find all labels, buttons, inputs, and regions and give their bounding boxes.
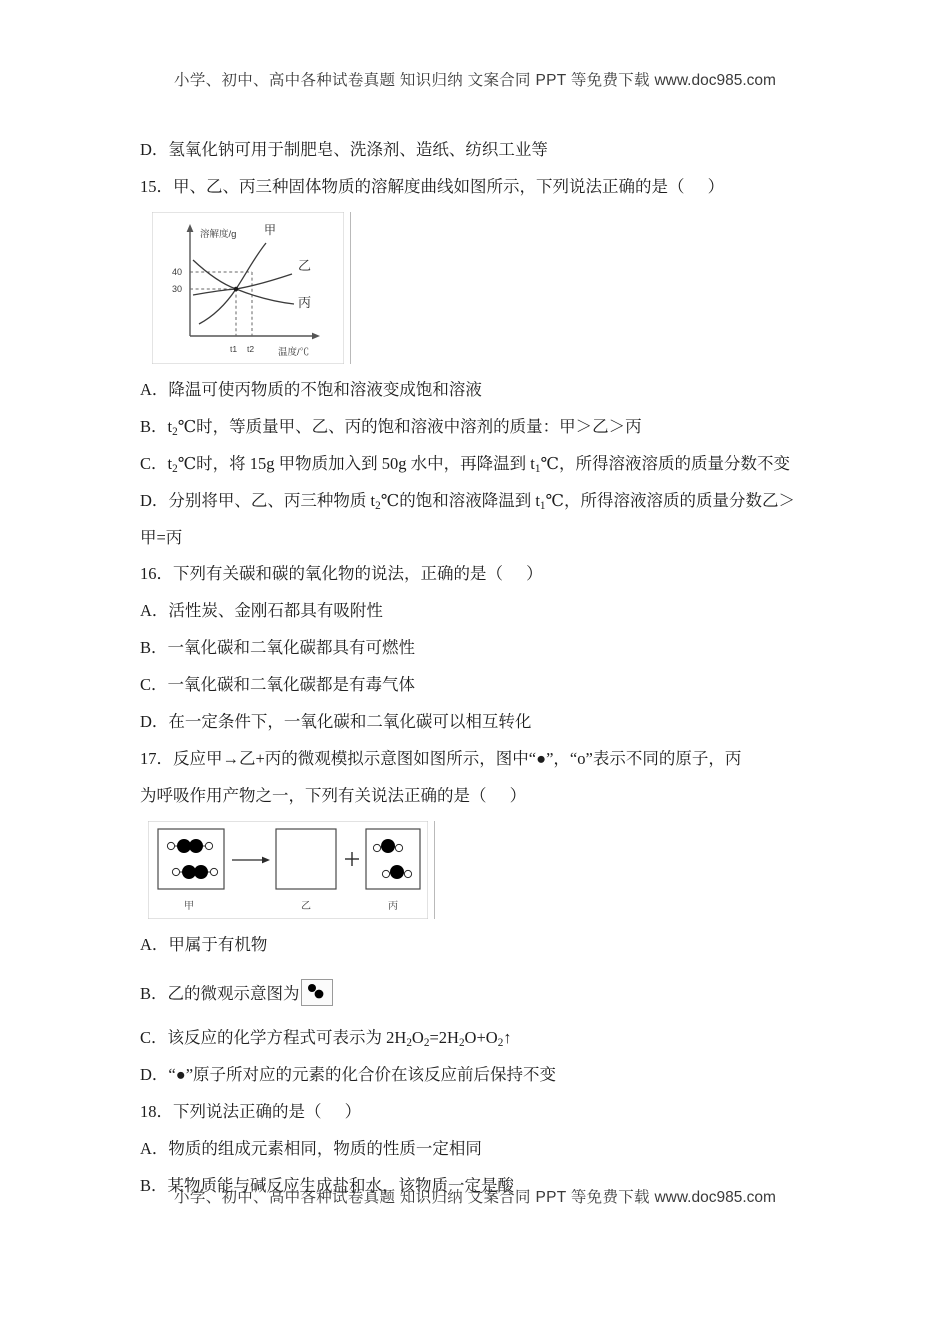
atom-white [395, 844, 402, 851]
option-label: B． [140, 1175, 168, 1195]
option-row [140, 636, 840, 660]
atom-white [205, 842, 212, 849]
option-text: ℃时，等质量甲、乙、丙的饱和溶液中溶剂的质量：甲＞乙＞丙 [177, 416, 642, 436]
option-text: 氢氧化钠可用于制肥皂、洗涤剂、造纸、纺织工业等 [168, 140, 548, 159]
question-number: 15． [140, 176, 173, 196]
box-label-yi: 乙 [301, 900, 311, 912]
option-label: D． [140, 1064, 169, 1084]
series-label-yi: 乙 [298, 257, 312, 273]
option-label: A． [140, 601, 169, 621]
product-box-yi-empty [276, 829, 336, 889]
option-label: C． [140, 453, 168, 473]
option-continuation [140, 526, 840, 550]
series-label-bing: 丙 [298, 294, 312, 310]
y-tick-label-40: 40 [172, 266, 183, 277]
option-text-wrap: 甲=丙 [140, 527, 183, 547]
y-tick-label-30: 30 [172, 283, 183, 294]
answer-blank [322, 1102, 345, 1121]
option-text: ↑ [503, 1027, 512, 1047]
option-text: =2H [429, 1027, 459, 1047]
option-text: ℃时，将 15g 甲物质加入到 50g 水中，再降温到 t [177, 453, 535, 473]
option-text: “●”原子所对应的元素的化合价在该反应前后保持不变 [168, 1064, 557, 1084]
atom-black [381, 839, 395, 853]
question-stem [140, 747, 840, 771]
option-text: 活性炭、金刚石都具有吸附性 [168, 601, 383, 621]
option-row [140, 979, 840, 1006]
option-text: 甲属于有机物 [168, 934, 268, 954]
option-label: B． [140, 638, 168, 658]
option-label: A． [140, 1138, 169, 1158]
option-label: D． [140, 140, 169, 159]
option-row [140, 138, 840, 162]
question-stem [140, 175, 840, 199]
watermark-footer [0, 1185, 950, 1207]
answer-blank [503, 564, 526, 583]
solubility-chart-svg [152, 212, 344, 364]
question-number: 18． [140, 1101, 173, 1121]
option-row [140, 599, 840, 623]
option-text: 降温可使丙物质的不饱和溶液变成饱和溶液 [168, 379, 482, 399]
option-row [140, 415, 840, 439]
option-text: O+O [464, 1027, 498, 1047]
atom-black [189, 839, 203, 853]
answer-blank [685, 177, 708, 196]
option-text: 在一定条件下，一氧化碳和二氧化碳可以相互转化 [168, 712, 532, 732]
x-tick-label-t1: t1 [230, 343, 238, 354]
atom-white [373, 844, 380, 851]
option-text: 某物质能与碱反应生成盐和水，该物质一定是酸 [167, 1175, 515, 1195]
question-stem-text: 反应甲→乙+丙的微观模拟示意图如图所示，图中“●”，“o”表示不同的原子，丙 [173, 749, 742, 769]
molecule-diagram-svg [148, 821, 428, 919]
option-row [140, 1026, 840, 1050]
box-label-jia: 甲 [184, 900, 194, 912]
atom-white [404, 870, 411, 877]
product-box-bing [366, 829, 420, 889]
question-stem-text: 下列说法正确的是（ [173, 1101, 322, 1121]
atom-black [182, 865, 196, 879]
option-subscript: 2 [172, 462, 178, 475]
intersection-point [234, 287, 239, 292]
series-label-jia: 甲 [264, 222, 277, 237]
option-label: D． [140, 490, 169, 510]
reactant-box-jia [158, 829, 224, 889]
option-label: B． [140, 983, 168, 1003]
question-stem-text: 为呼吸作用产物之一，下列有关说法正确的是（ [140, 785, 487, 805]
atom-black [390, 865, 404, 879]
question-stem-end: ） [707, 176, 725, 196]
solubility-curve-figure [152, 212, 351, 364]
option-row [140, 673, 840, 697]
option-row [140, 452, 840, 476]
option-subscript: 1 [534, 462, 541, 475]
option-text: 一氧化碳和二氧化碳都是有毒气体 [167, 675, 416, 695]
box-label-bing: 丙 [388, 900, 398, 912]
atom-white [382, 870, 389, 877]
option-label: C． [140, 1027, 168, 1047]
option-text: 乙的微观示意图为 [167, 983, 300, 1003]
answer-blank [487, 786, 510, 805]
watermark-header-url: www.doc985.com [654, 72, 776, 89]
x-axis-title: 温度/℃ [278, 346, 310, 358]
question-stem-text: 下列有关碳和碳的氧化物的说法，正确的是（ [173, 564, 503, 584]
option-row [140, 710, 840, 734]
option-text: ℃，所得溶液溶质的质量分数乙＞ [545, 490, 795, 510]
option-row [140, 1063, 840, 1087]
atom-black [308, 984, 316, 992]
atom-white [210, 868, 217, 875]
x-tick-label-t2: t2 [247, 343, 255, 354]
option-subscript: 2 [172, 425, 178, 438]
option-row [140, 489, 840, 513]
option-text: 分别将甲、乙、丙三种物质 t [168, 490, 376, 510]
watermark-header-text: 小学、初中、高中各种试卷真题 知识归纳 文案合同 PPT 等免费下载 [174, 72, 650, 89]
option-label: D． [140, 712, 169, 732]
option-text: 该反应的化学方程式可表示为 2H [167, 1027, 407, 1047]
option-row [140, 1137, 840, 1161]
atom-black [177, 839, 191, 853]
option-subscript: 2 [375, 499, 381, 512]
atom-white [172, 868, 179, 875]
watermark-header [0, 68, 950, 90]
question-number: 16． [140, 564, 173, 584]
inline-molecule-o2-figure [301, 979, 333, 1006]
document-content [140, 138, 840, 1210]
question-stem [140, 1100, 840, 1124]
atom-black [194, 865, 208, 879]
question-stem-continuation [140, 784, 840, 808]
option-label: C． [140, 675, 168, 695]
option-text: 一氧化碳和二氧化碳都具有可燃性 [167, 638, 416, 658]
option-label: B． [140, 416, 168, 436]
option-subscript: 2 [423, 1036, 430, 1049]
watermark-footer-url: www.doc985.com [654, 1189, 776, 1206]
option-row [140, 933, 840, 957]
y-axis-title: 溶解度/g [200, 228, 237, 240]
atom-black [314, 989, 323, 998]
option-text: ℃的饱和溶液降温到 t [380, 490, 540, 510]
question-number: 17． [140, 749, 173, 769]
question-stem-text: 甲、乙、丙三种固体物质的溶解度曲线如图所示，下列说法正确的是（ [173, 176, 685, 196]
option-subscript: 2 [406, 1036, 412, 1049]
option-text: ℃，所得溶液溶质的质量分数不变 [540, 453, 790, 473]
option-label: A． [140, 379, 169, 399]
option-text: O [411, 1027, 424, 1047]
inline-molecule-svg [302, 980, 330, 1003]
option-text: t [167, 453, 173, 473]
option-text: t [167, 416, 173, 436]
question-stem-end: ） [526, 564, 543, 584]
option-subscript: 2 [458, 1036, 465, 1049]
watermark-footer-text: 小学、初中、高中各种试卷真题 知识归纳 文案合同 PPT 等免费下载 [174, 1189, 650, 1206]
question-stem-end: ） [344, 1101, 362, 1121]
option-subscript: 2 [497, 1036, 504, 1049]
option-label: A． [140, 934, 169, 954]
atom-white [167, 842, 174, 849]
molecule-reaction-figure [148, 821, 435, 919]
option-subscript: 1 [539, 499, 546, 512]
option-row [140, 378, 840, 402]
question-stem-end: ） [509, 785, 527, 805]
option-text: 物质的组成元素相同，物质的性质一定相同 [168, 1138, 482, 1158]
question-stem [140, 562, 840, 586]
